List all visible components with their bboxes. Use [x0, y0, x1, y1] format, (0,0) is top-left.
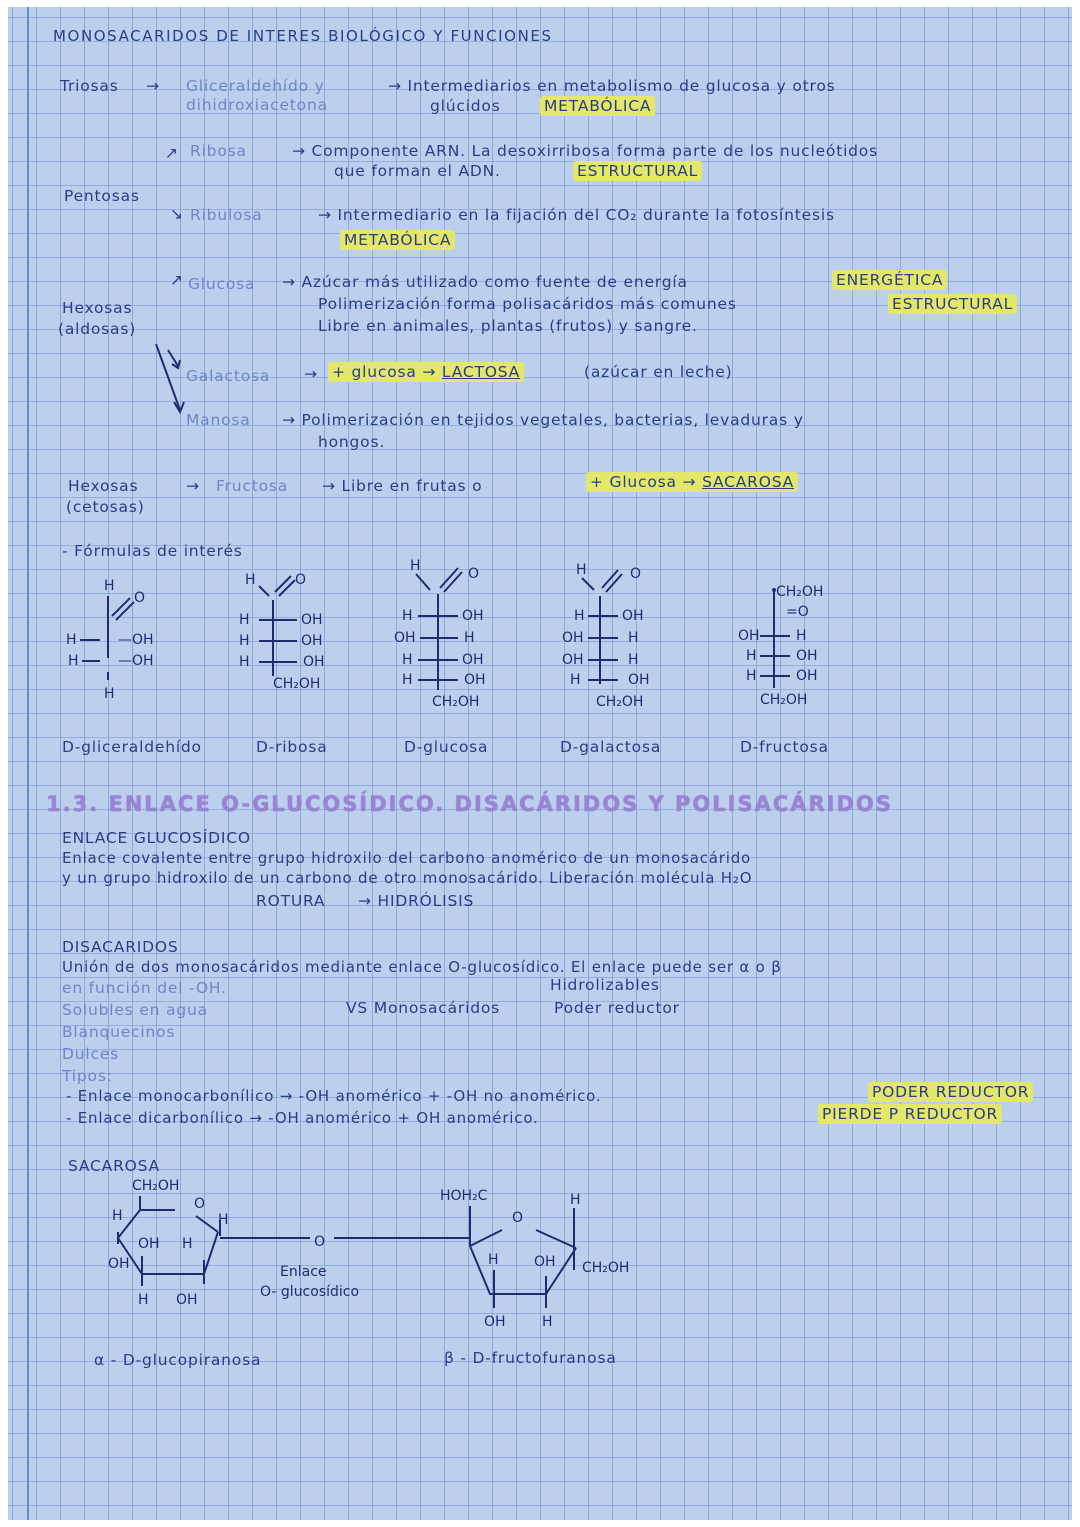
- fructosa-label: Fructosa: [216, 477, 289, 495]
- svg-text:CH₂OH: CH₂OH: [432, 694, 480, 710]
- glucopiranosa-label: α - D-glucopiranosa: [94, 1351, 262, 1369]
- svg-text:H: H: [104, 686, 115, 702]
- svg-text:O: O: [134, 590, 146, 606]
- svg-text:OH: OH: [796, 668, 818, 684]
- svg-text:H: H: [104, 578, 115, 594]
- pentosas-label: Pentosas: [64, 187, 140, 205]
- svg-text:H: H: [746, 648, 757, 664]
- lactosa-term: LACTOSA: [441, 363, 521, 381]
- svg-text:OH: OH: [534, 1254, 556, 1270]
- ribose-structure: [235, 568, 355, 698]
- arrow-icon: →: [146, 77, 160, 95]
- manosa-line2: hongos.: [318, 433, 386, 451]
- glyceraldehyde-structure: [60, 580, 160, 700]
- svg-text:H: H: [239, 654, 250, 670]
- formula-name: D-ribosa: [256, 738, 328, 756]
- svg-text:H: H: [239, 633, 250, 649]
- svg-text:OH: OH: [562, 652, 584, 668]
- disacaridos-line2: en función del -OH.: [62, 979, 227, 997]
- manosa-line1: → Polimerización en tejidos vegetales, bacterias, levaduras y: [282, 411, 804, 429]
- triosas-examples: Gliceraldehído y: [186, 77, 325, 95]
- svg-text:H: H: [488, 1252, 499, 1268]
- enlace-line1: Enlace covalente entre grupo hidroxilo del carbono anomérico de un monosacárido: [62, 849, 752, 867]
- formula-name: D-gliceraldehído: [62, 738, 202, 756]
- svg-text:OH: OH: [484, 1314, 506, 1330]
- ribosa-desc: → Componente ARN. La desoxirribosa forma parte de los nucleótidos: [292, 142, 878, 160]
- galactose-structure: [558, 558, 678, 718]
- svg-text:OH: OH: [176, 1292, 198, 1308]
- arrow-up-icon: ↗: [165, 144, 179, 162]
- svg-text:H: H: [746, 668, 757, 684]
- hidrolisis-label: → HIDRÓLISIS: [358, 892, 475, 910]
- svg-text:H: H: [138, 1292, 149, 1308]
- function-badge: METABÓLICA: [540, 96, 655, 116]
- property-item: Solubles en agua: [62, 1001, 208, 1019]
- sacarosa-title: SACAROSA: [68, 1157, 160, 1175]
- sacarosa-term: SACAROSA: [702, 473, 795, 491]
- disacaridos-line1: Unión de dos monosacáridos mediante enlace O-glucosídico. El enlace puede ser α o β: [62, 958, 782, 976]
- manosa-label: Manosa: [186, 411, 251, 429]
- svg-text:OH: OH: [462, 608, 484, 624]
- svg-text:—OH: —OH: [118, 653, 154, 669]
- formula-name: D-galactosa: [560, 738, 662, 756]
- svg-text:H: H: [464, 630, 475, 646]
- svg-text:H: H: [628, 652, 639, 668]
- function-badge: PIERDE P REDUCTOR: [818, 1104, 1002, 1124]
- tipos-label: Tipos:: [62, 1067, 113, 1085]
- svg-text:CH₂OH: CH₂OH: [132, 1178, 180, 1194]
- svg-text:OH: OH: [796, 648, 818, 664]
- fructofuranosa-label: β - D-fructofuranosa: [444, 1349, 617, 1367]
- sucrose-structure: [100, 1176, 660, 1336]
- svg-text:O: O: [512, 1210, 524, 1226]
- svg-text:H: H: [410, 558, 421, 574]
- svg-text:OH: OH: [464, 672, 486, 688]
- svg-text:OH: OH: [303, 654, 325, 670]
- arrow-down-icon: ↘: [170, 205, 184, 223]
- ribulosa-desc: → Intermediario en la fijación del CO₂ durante la fotosíntesis: [318, 206, 835, 224]
- svg-text:OH: OH: [562, 630, 584, 646]
- glucosa-line3: Libre en animales, plantas (frutos) y sangre.: [318, 317, 698, 335]
- enlace-line2: y un grupo hidroxilo de un carbono de otro monosacárido. Liberación molécula H₂O: [62, 869, 753, 887]
- svg-text:O- glucosídico: O- glucosídico: [260, 1284, 360, 1300]
- formulas-heading: - Fórmulas de interés: [62, 542, 243, 560]
- formula-name: D-glucosa: [404, 738, 489, 756]
- svg-text:H: H: [68, 653, 79, 669]
- poder-reductor-label: Poder reductor: [554, 999, 680, 1017]
- fructosa-desc: → Libre en frutas o: [322, 477, 483, 495]
- arrow-icon: →: [304, 365, 318, 383]
- arrow-icon: →: [186, 477, 200, 495]
- svg-text:CH₂OH: CH₂OH: [582, 1260, 630, 1276]
- branch-arrows-icon: [150, 340, 190, 430]
- function-badge: ESTRUCTURAL: [888, 294, 1017, 314]
- triosas-examples-2: dihidroxiacetona: [186, 96, 328, 114]
- glucosa-line1: → Azúcar más utilizado como fuente de energía: [282, 273, 688, 291]
- fructose-structure: [738, 576, 858, 716]
- svg-text:CH₂OH: CH₂OH: [776, 584, 824, 600]
- function-badge: ENERGÉTICA: [832, 270, 947, 290]
- hidrolizables-label: Hidrolizables: [550, 976, 660, 994]
- function-badge: ESTRUCTURAL: [573, 161, 702, 181]
- property-item: Dulces: [62, 1045, 119, 1063]
- svg-text:OH: OH: [108, 1256, 130, 1272]
- svg-text:H: H: [796, 628, 807, 644]
- svg-text:H: H: [66, 632, 77, 648]
- hexosas-sublabel: (aldosas): [58, 320, 137, 338]
- glucosa-line2: Polimerización forma polisacáridos más comunes: [318, 295, 737, 313]
- svg-text:OH: OH: [462, 652, 484, 668]
- ribulosa-label: Ribulosa: [190, 206, 263, 224]
- function-badge: PODER REDUCTOR: [868, 1082, 1033, 1102]
- svg-text:H: H: [628, 630, 639, 646]
- svg-text:H: H: [570, 1192, 581, 1208]
- triosas-desc-2: glúcidos: [430, 97, 501, 115]
- sacarosa-highlight: [586, 472, 798, 492]
- svg-text:O: O: [468, 566, 480, 582]
- hexosas-label: Hexosas: [68, 477, 139, 495]
- tipo-monocarbonilico: - Enlace monocarbonílico → -OH anomérico + -OH no anomérico.: [66, 1087, 602, 1105]
- page-title: MONOSACARIDOS DE INTERES BIOLÓGICO Y FUNCIONES: [53, 27, 553, 45]
- triosas-desc: → Intermediarios en metabolismo de glucosa y otros: [388, 77, 836, 95]
- svg-text:HOH₂C: HOH₂C: [440, 1188, 488, 1204]
- section-heading: 1.3. ENLACE O-GLUCOSÍDICO. DISACÁRIDOS Y POLISACÁRIDOS: [46, 792, 893, 816]
- svg-text:—OH: —OH: [118, 632, 154, 648]
- svg-text:O: O: [314, 1234, 326, 1250]
- svg-text:O: O: [630, 566, 642, 582]
- svg-text:OH: OH: [622, 608, 644, 624]
- function-badge: METABÓLICA: [340, 230, 455, 250]
- svg-text:H: H: [574, 608, 585, 624]
- svg-text:Enlace: Enlace: [280, 1264, 327, 1280]
- margin-line: [27, 7, 29, 1520]
- svg-text:OH: OH: [394, 630, 416, 646]
- vs-label: VS Monosacáridos: [346, 999, 501, 1017]
- svg-text:OH: OH: [628, 672, 650, 688]
- formula-name: D-fructosa: [740, 738, 829, 756]
- svg-text:=O: =O: [786, 604, 809, 620]
- tipo-dicarbonilico: - Enlace dicarbonílico → -OH anomérico + OH anomérico.: [66, 1109, 539, 1127]
- hexosas-label: Hexosas: [62, 299, 133, 317]
- glucosa-label: Glucosa: [188, 275, 256, 293]
- svg-text:O: O: [295, 572, 307, 588]
- arrow-up-icon: ↗: [170, 271, 184, 289]
- svg-text:OH: OH: [138, 1236, 160, 1252]
- svg-text:CH₂OH: CH₂OH: [596, 694, 644, 710]
- svg-text:O: O: [194, 1196, 206, 1212]
- svg-text:H: H: [402, 672, 413, 688]
- svg-text:H: H: [570, 672, 581, 688]
- hexosas-sublabel: (cetosas): [66, 498, 145, 516]
- ribosa-label: Ribosa: [190, 142, 247, 160]
- disacaridos-title: DISACARIDOS: [62, 938, 179, 956]
- svg-text:H: H: [239, 612, 250, 628]
- svg-text:H: H: [576, 562, 587, 578]
- svg-text:OH: OH: [738, 628, 760, 644]
- svg-text:OH: OH: [301, 633, 323, 649]
- svg-text:H: H: [245, 572, 256, 588]
- svg-text:H: H: [542, 1314, 553, 1330]
- svg-text:H: H: [182, 1236, 193, 1252]
- triosas-label: Triosas: [60, 77, 119, 95]
- svg-text:CH₂OH: CH₂OH: [273, 676, 321, 692]
- property-item: Blanquecinos: [62, 1023, 176, 1041]
- svg-text:H: H: [402, 608, 413, 624]
- enlace-title: ENLACE GLUCOSÍDICO: [62, 829, 251, 847]
- svg-text:CH₂OH: CH₂OH: [760, 692, 808, 708]
- glucose-plus: + glucosa →: [332, 363, 437, 381]
- ribosa-desc-2: que forman el ADN.: [334, 162, 501, 180]
- svg-text:H: H: [218, 1212, 229, 1228]
- glucose-structure: [392, 558, 512, 718]
- svg-text:H: H: [112, 1208, 123, 1224]
- galactosa-note: (azúcar en leche): [584, 363, 733, 381]
- rotura-label: ROTURA: [256, 892, 326, 910]
- glucose-plus: + Glucosa →: [590, 473, 697, 491]
- svg-text:H: H: [402, 652, 413, 668]
- galactosa-label: Galactosa: [186, 367, 271, 385]
- svg-text:OH: OH: [301, 612, 323, 628]
- galactosa-highlight: [328, 362, 524, 382]
